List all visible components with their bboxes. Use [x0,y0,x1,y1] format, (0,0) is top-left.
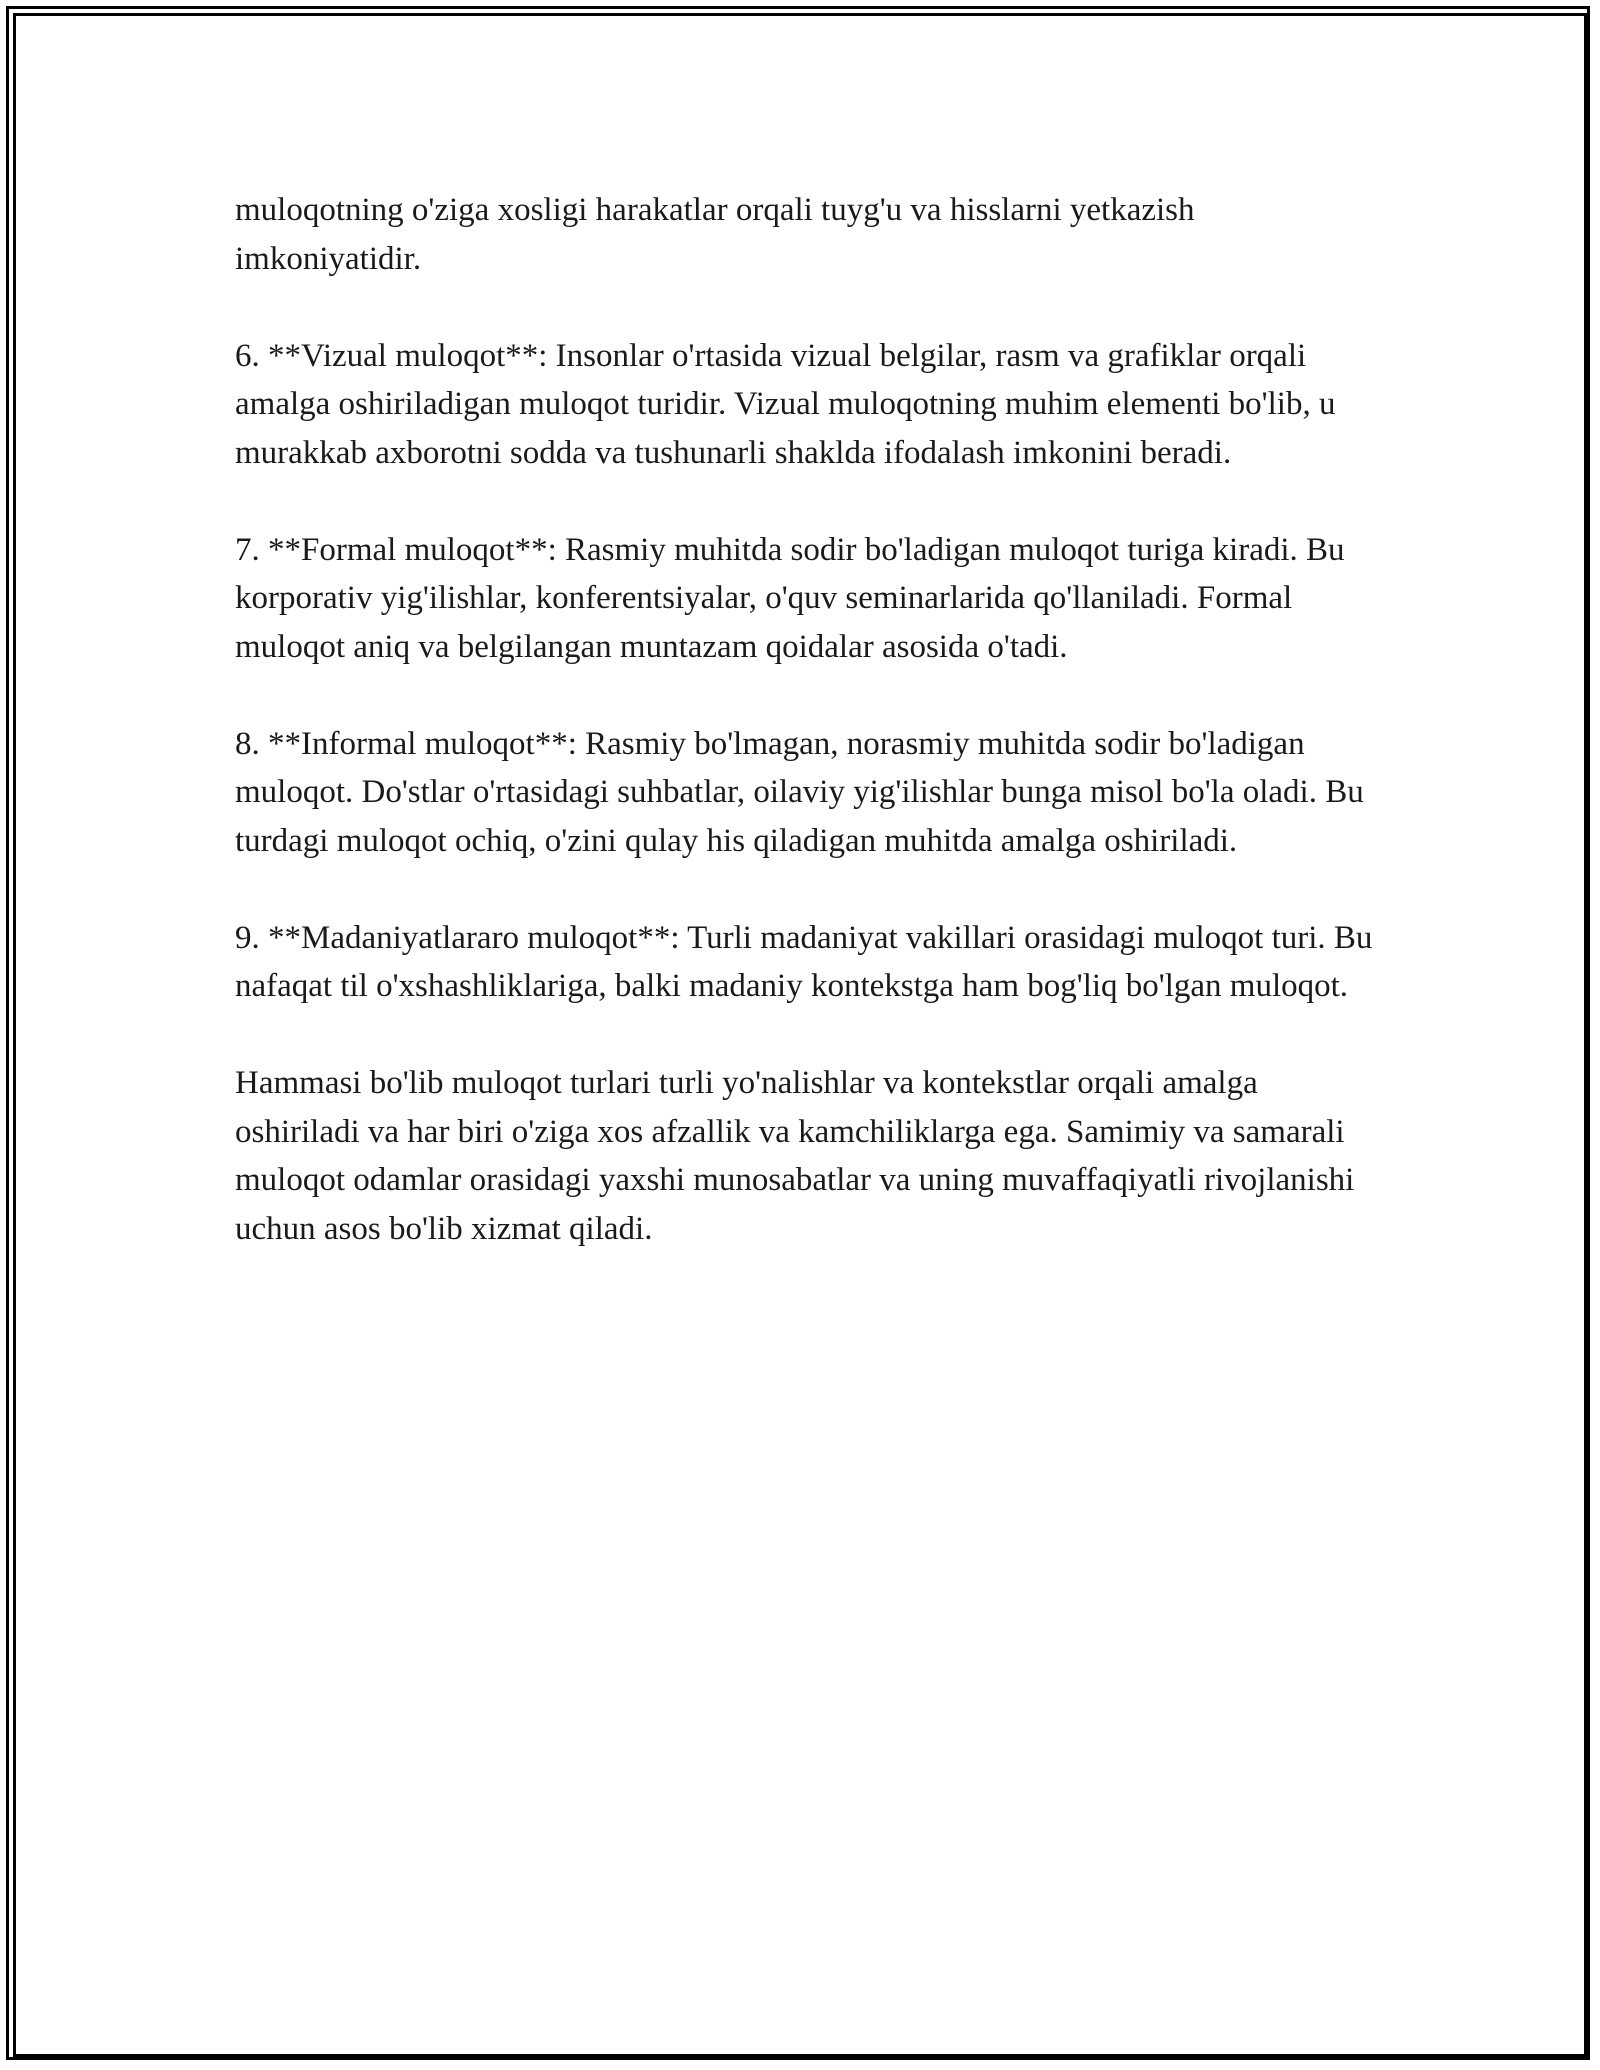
document-body [235,186,1375,1302]
paragraph-informal-communication: 8. **Informal muloqot**: Rasmiy bo'lmagan, norasmiy muhitda sodir bo'ladigan muloqot. Do'stlar o'rtasidagi suhbatlar, oilaviy yig'ilishlar bunga misol bo'la oladi. Bu turdagi muloqot ochiq, o'zini qulay his qiladigan muhitda amalga oshiriladi. [235,725,1364,859]
paragraph-visual-communication: 6. **Vizual muloqot**: Insonlar o'rtasida vizual belgilar, rasm va grafiklar orqali amalga oshiriladigan muloqot turidir. Vizual muloqotning muhim elementi bo'lib, u murakkab axborotni sodda va tushunarli shaklda ifodalash imkonini beradi. [235,337,1336,471]
paragraph-formal-communication: 7. **Formal muloqot**: Rasmiy muhitda sodir bo'ladigan muloqot turiga kiradi. Bu korporativ yig'ilishlar, konferentsiyalar, o'quv seminarlarida qo'llaniladi. Formal muloqot aniq va belgilangan muntazam qoidalar asosida o'tadi. [235,531,1345,665]
paragraph-intro-continuation: muloqotning o'ziga xosligi harakatlar orqali tuyg'u va hisslarni yetkazish imkoniyatidir. [235,192,1195,277]
paragraph-intercultural-communication: 9. **Madaniyatlararo muloqot**: Turli madaniyat vakillari orasidagi muloqot turi. Bu nafaqat til o'xshashliklariga, balki madaniy kontekstga ham bog'liq bo'lgan muloqot. [235,919,1373,1004]
paragraph-conclusion: Hammasi bo'lib muloqot turlari turli yo'nalishlar va kontekstlar orqali amalga oshiriladi va har biri o'ziga xos afzallik va kamchiliklarga ega. Samimiy va samarali muloqot odamlar orasidagi yaxshi munosabatlar va uning muvaffaqiyatli rivojlanishi uchun asos bo'lib xizmat qiladi. [235,1065,1355,1247]
